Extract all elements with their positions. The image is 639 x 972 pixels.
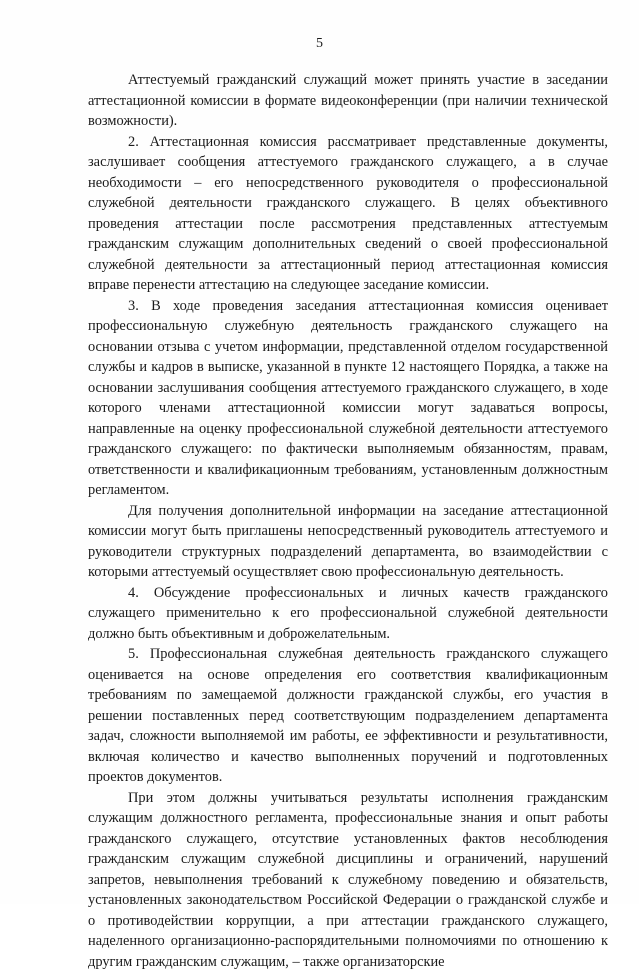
paragraph-item-2: 2. Аттестационная комиссия рассматривает представленные документы, заслушивает сообщения аттестуемого гражданского служащего, а в случае необходимости – его непосредственного руководителя о профессиональной служебной деятельности гражданского служащего. В целях объективного проведения аттестации после рассмотрения представленных аттестуемым гражданским служащим дополнительных сведений о своей профессиональной служебной деятельности за аттестационный период аттестационная комиссия вправе перенести аттестацию на следующее заседание комиссии.: [88, 132, 608, 296]
page-number: 5: [0, 36, 639, 52]
paragraph-video-conference: Аттестуемый гражданский служащий может принять участие в заседании аттестационной комиссии в формате видеоконференции (при наличии технической возможности).: [88, 70, 608, 132]
paragraph-item-3: 3. В ходе проведения заседания аттестационная комиссия оценивает профессиональную служебную деятельность гражданского служащего на основании отзыва с учетом информации, представленной отделом государственной службы и кадров в выписке, указанной в пункте 12 настоящего Порядка, а также на основании заслушивания сообщения аттестуемого гражданского служащего, в ходе которого членами аттестационной комиссии могут задаваться вопросы, направленные на оценку профессиональной служебной деятельности аттестуемого гражданского служащего: по фактически выполняемым обязанностям, правам, ответственности и квалификационным требованиям, установленным должностным регламентом.: [88, 296, 608, 501]
paragraph-item-5: 5. Профессиональная служебная деятельность гражданского служащего оценивается на основе определения его соответствия квалификационным требованиям по замещаемой должности гражданской службы, его участия в решении поставленных перед соответствующим подразделением департамента задач, сложности выполняемой им работы, ее эффективности и результативности, включая количество и качество выполненных поручений и подготовленных проектов документов.: [88, 644, 608, 788]
paragraph-item-4: 4. Обсуждение профессиональных и личных качеств гражданского служащего применительно к его профессиональной служебной деятельности должно быть объективным и доброжелательным.: [88, 583, 608, 645]
paragraph-additional-info: Для получения дополнительной информации на заседание аттестационной комиссии могут быть приглашены непосредственный руководитель аттестуемого и руководители структурных подразделений департамента, во взаимодействии с которыми аттестуемый осуществляет свою профессиональную деятельность.: [88, 501, 608, 583]
paragraph-evaluation-factors: При этом должны учитываться результаты исполнения гражданским служащим должностного регламента, профессиональные знания и опыт работы гражданского служащего, отсутствие установленных фактов несоблюдения гражданским служащим служебной дисциплины и ограничений, нарушений запретов, невыполнения требований к служебному поведению и обязательств, установленных законодательством Российской Федерации о гражданской службе и о противодействии коррупции, а при аттестации гражданского служащего, наделенного организационно-распорядительными полномочиями по отношению к другим гражданским служащим, – также организаторские: [88, 788, 608, 972]
document-body: [88, 70, 608, 972]
